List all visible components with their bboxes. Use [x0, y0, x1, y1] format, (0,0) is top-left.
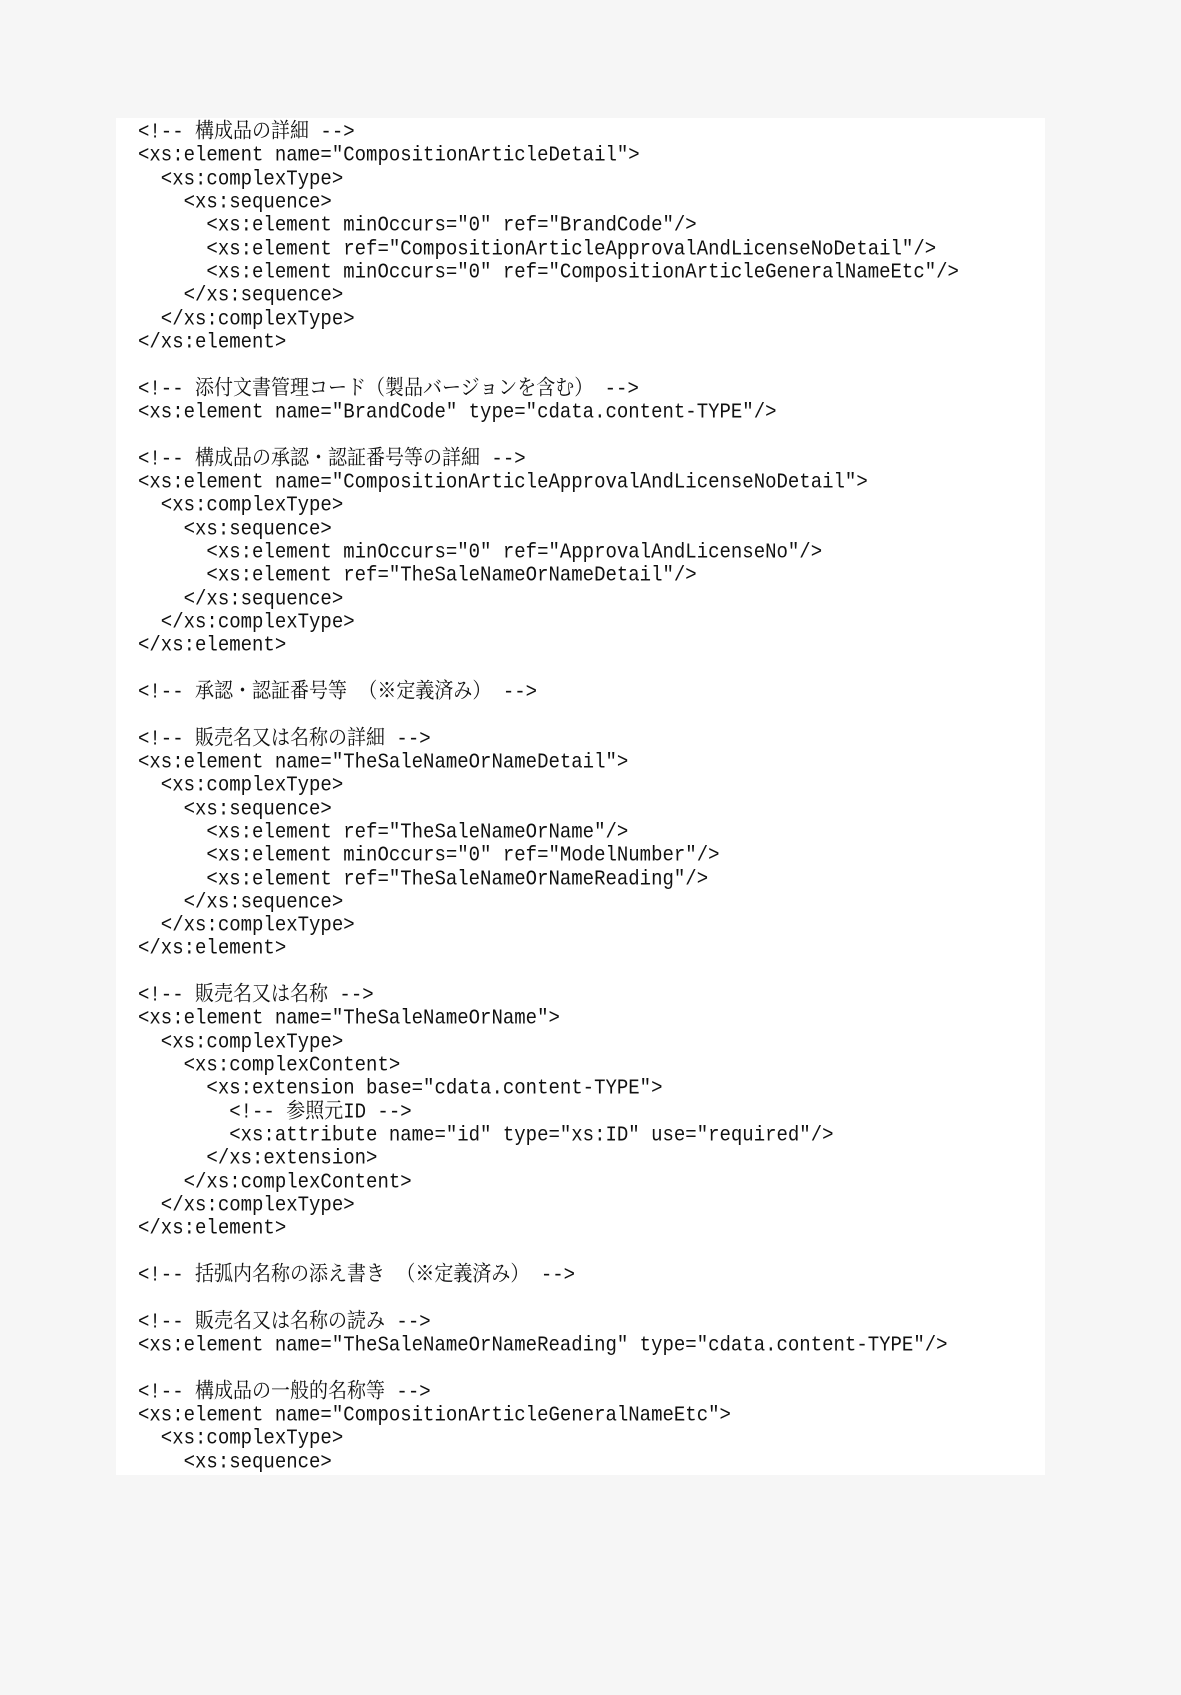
code-line: <xs:element ref="CompositionArticleApprovalAndLicenseNoDetail"/>	[138, 236, 937, 261]
code-line: </xs:element>	[138, 329, 287, 355]
code-line: </xs:element>	[138, 1216, 287, 1241]
code-line: </xs:complexType>	[138, 609, 355, 635]
code-line: <xs:element ref="TheSaleNameOrNameDetail"/>	[138, 562, 697, 588]
code-line: <xs:element name="CompositionArticleDetail">	[138, 142, 640, 168]
code-line: <xs:element name="TheSaleNameOrNameDetail">	[138, 749, 629, 775]
code-line	[138, 656, 959, 682]
document-page	[116, 118, 1045, 1475]
code-line: <!-- 構成品の承認・認証番号等の詳細 -->	[138, 446, 526, 471]
code-line	[138, 703, 959, 729]
code-line: <xs:complexType>	[138, 492, 344, 518]
code-line: <xs:complexType>	[138, 772, 344, 798]
code-line	[138, 423, 959, 449]
code-line: <xs:complexType>	[138, 166, 344, 191]
code-line: <xs:attribute name="id" type="xs:ID" use="required"/>	[138, 1122, 834, 1148]
code-line	[138, 1356, 959, 1382]
code-line: <!-- 構成品の詳細 -->	[138, 119, 355, 145]
code-line: </xs:element>	[138, 632, 287, 658]
code-line: <!-- 販売名又は名称 -->	[138, 982, 374, 1008]
code-line: <xs:element minOccurs="0" ref="BrandCode"/>	[138, 212, 697, 238]
code-line: <!-- 販売名又は名称の詳細 -->	[138, 726, 431, 751]
code-line	[138, 1239, 959, 1265]
code-line: <xs:element name="CompositionArticleGeneralNameEtc">	[138, 1402, 731, 1428]
code-line: <xs:element name="TheSaleNameOrName">	[138, 1006, 560, 1031]
code-line: </xs:complexContent>	[138, 1169, 412, 1195]
code-line: <xs:element minOccurs="0" ref="ApprovalAndLicenseNo"/>	[138, 539, 823, 565]
code-line: <xs:element ref="TheSaleNameOrNameReading"/>	[138, 866, 709, 891]
xml-schema-code-block	[138, 121, 959, 1474]
code-line: </xs:sequence>	[138, 586, 344, 611]
code-line: <!-- 添付文書管理コード（製品バージョンを含む） -->	[138, 376, 639, 401]
code-line: <xs:complexType>	[138, 1425, 344, 1451]
code-line: <xs:complexType>	[138, 1029, 344, 1055]
code-line: </xs:complexType>	[138, 912, 355, 938]
code-line: </xs:extension>	[138, 1146, 378, 1171]
code-line: <xs:element minOccurs="0" ref="ModelNumber"/>	[138, 842, 720, 868]
code-line: <xs:sequence>	[138, 189, 332, 215]
code-line: <xs:sequence>	[138, 1449, 332, 1474]
code-line: <xs:element name="CompositionArticleApprovalAndLicenseNoDetail">	[138, 469, 868, 495]
code-line: <!-- 販売名又は名称の読み -->	[138, 1309, 431, 1334]
code-line: <xs:element minOccurs="0" ref="CompositionArticleGeneralNameEtc"/>	[138, 259, 959, 285]
code-line: </xs:sequence>	[138, 282, 344, 308]
code-line: <xs:complexContent>	[138, 1052, 401, 1078]
code-line	[138, 1286, 959, 1312]
code-line: <!-- 括弧内名称の添え書き （※定義済み） -->	[138, 1262, 576, 1288]
code-line: <xs:extension base="cdata.content-TYPE">	[138, 1076, 663, 1101]
code-line: </xs:element>	[138, 936, 287, 961]
code-line: <xs:element name="TheSaleNameOrNameReading" type="cdata.content-TYPE"/>	[138, 1332, 948, 1358]
code-line: <!-- 構成品の一般的名称等 -->	[138, 1379, 431, 1404]
code-line: <xs:sequence>	[138, 796, 332, 821]
code-line: </xs:sequence>	[138, 889, 344, 915]
code-line: <xs:element ref="TheSaleNameOrName"/>	[138, 819, 629, 845]
code-line: </xs:complexType>	[138, 1192, 355, 1218]
code-line: <!-- 参照元ID -->	[138, 1099, 412, 1125]
code-line: <xs:element name="BrandCode" type="cdata.content-TYPE"/>	[138, 399, 777, 425]
code-line: <!-- 承認・認証番号等 （※定義済み） -->	[138, 679, 538, 705]
code-line: <xs:sequence>	[138, 516, 332, 541]
code-line	[138, 353, 959, 379]
code-line: </xs:complexType>	[138, 306, 355, 331]
